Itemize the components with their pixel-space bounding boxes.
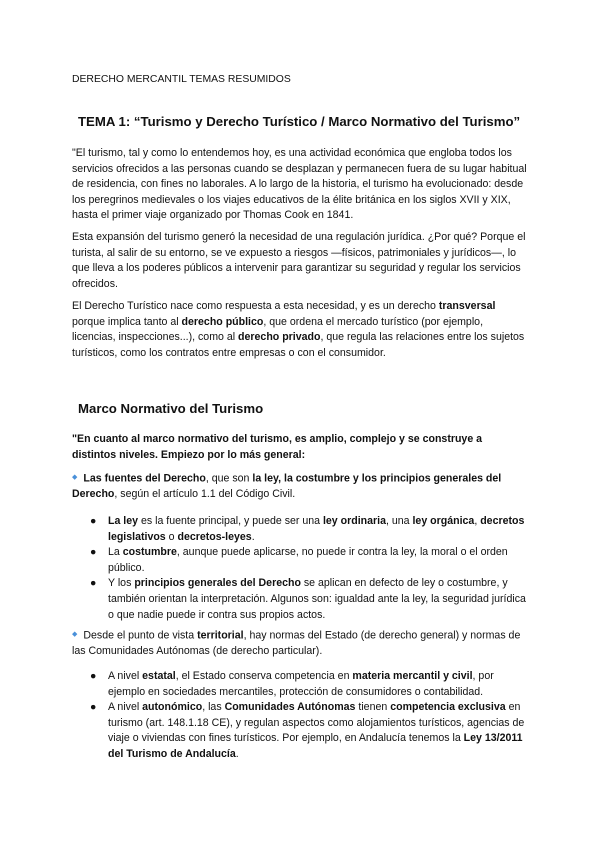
- list-item: ● La costumbre, aunque puede aplicarse, no puede ir contra la ley, la moral o el orden público.: [90, 546, 508, 574]
- marco-title: Marco Normativo del Turismo: [78, 401, 264, 416]
- diamond-bullet-icon: ◆: [72, 631, 78, 638]
- list-item: ● A nivel autonómico, las Comunidades Autónomas tienen competencia exclusiva en turismo (art. 148.1.18 CE), y regulan aspectos como alojamientos turísticos, agencias de viaje o viviendas con fines turísticos. Por ejemplo, en Andalucía tenemos la Ley 13/2011 del Turismo de Andalucía.: [90, 701, 525, 760]
- list-item: ● A nivel estatal, el Estado conserva competencia en materia mercantil y civil, por ejemplo en sociedades mercantiles, protección de consumidores o contabilidad.: [90, 670, 494, 698]
- tema1-paragraph-2: Esta expansión del turismo generó la necesidad de una regulación jurídica. ¿Por qué? Porque el turista, al salir de su entorno, se ve expuesto a riesgos —físicos, patrimoniales y jurídicos—, lo que lleva a los poderes públicos a intervenir para garantizar su seguridad y regular los servicios ofrecidos.: [72, 231, 526, 290]
- tema1-title: TEMA 1: “Turismo y Derecho Turístico / Marco Normativo del Turismo”: [78, 114, 521, 129]
- fuentes-list: [72, 514, 528, 623]
- list-item: ● La ley es la fuente principal, y puede ser una ley ordinaria, una ley orgánica, decretos legislativos o decretos-leyes.: [90, 515, 525, 543]
- dot-bullet-icon: ●: [90, 546, 97, 559]
- marco-intro: "En cuanto al marco normativo del turismo, es amplio, complejo y se construye a distintos niveles. Empiezo por lo más general:: [72, 433, 483, 461]
- diamond-bullet-icon: ◆: [72, 474, 78, 481]
- tema1-paragraph-3: El Derecho Turístico nace como respuesta a esta necesidad, y es un derecho transversal porque implica tanto al derecho público, que ordena el mercado turístico (por ejemplo, licencias, inspecciones...), como al derecho privado, que regula las relaciones entre los sujetos turísticos, como los contratos entre empresas o con el consumidor.: [72, 300, 525, 359]
- territorial-paragraph: ◆ Desde el punto de vista territorial, hay normas del Estado (de derecho general) y normas de las Comunidades Autónomas (de derecho particular).: [72, 628, 528, 660]
- dot-bullet-icon: ●: [90, 577, 97, 590]
- list-item: ● Y los principios generales del Derecho se aplican en defecto de ley o costumbre, y también orientan la interpretación. Algunos son: igualdad ante la ley, la seguridad jurídica o que nadie puede ir contra sus propios actos.: [90, 577, 526, 621]
- document-header: DERECHO MERCANTIL TEMAS RESUMIDOS: [72, 74, 291, 85]
- territorial-list: [72, 669, 528, 763]
- fuentes-paragraph: ◆ Las fuentes del Derecho, que son la ley, la costumbre y los principios generales del Derecho, según el artículo 1.1 del Código Civil.: [72, 471, 528, 503]
- dot-bullet-icon: ●: [90, 670, 97, 682]
- dot-bullet-icon: ●: [90, 701, 97, 714]
- tema1-paragraph-1: "El turismo, tal y como lo entendemos hoy, es una actividad económica que engloba todos los servicios ofrecidos a las personas cuando se desplazan y permanecen fuera de su lugar habitual de residencia, con fines no laborales. A lo largo de la historia, el turismo ha evolucionado: desde los peregrinos medievales o los viajes educativos de la élite británica en los siglos XVII y XIX, hasta el primer viaje organizado por Thomas Cook en 1841.: [72, 147, 527, 222]
- dot-bullet-icon: ●: [90, 515, 97, 527]
